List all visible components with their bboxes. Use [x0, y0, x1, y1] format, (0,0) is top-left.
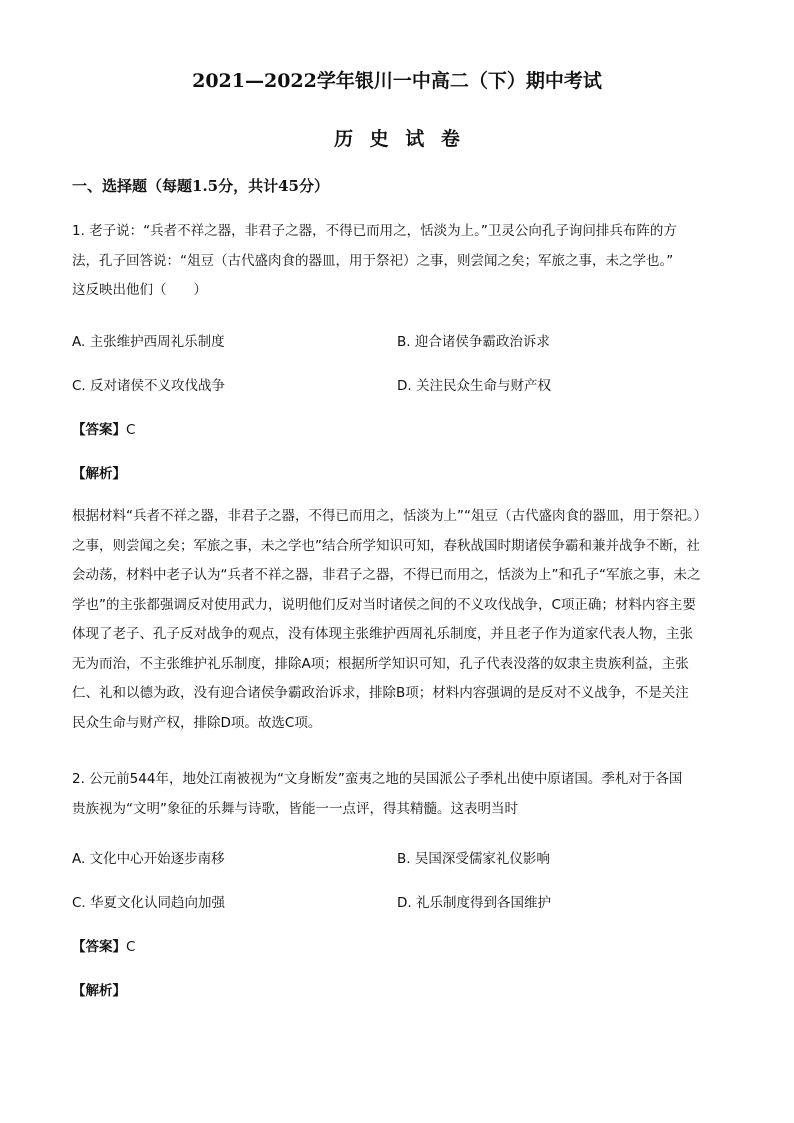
answer-value: C	[126, 422, 136, 438]
analysis-line: 仁、礼和以德为政，没有迎合诸侯争霸政治诉求，排除B项；材料内容强调的是反对不义战争，不是关注	[72, 685, 689, 701]
question-2-stem-line: 贵族视为“文明”象征的乐舞与诗歌，皆能一一点评，得其精髓。这表明当时	[72, 800, 518, 817]
analysis-line: 体现了老子、孔子反对战争的观点，没有体现主张维护西周礼乐制度，并且老子作为道家代表人物，主张	[72, 626, 693, 642]
question-2-stem-line: 2. 公元前544年，地处江南被视为“文身断发”蛮夷之地的吴国派公子季札出使中原诸国。季札对于各国	[72, 771, 683, 787]
question-2-option-d: D. 礼乐制度得到各国维护	[397, 895, 551, 911]
question-1-stem-line: 法，孔子回答说：“俎豆（古代盛肉食的器皿，用于祭祀）之事，则尝闻之矣；军旅之事，未之学也。”	[72, 252, 674, 269]
question-2-answer	[72, 935, 135, 955]
answer-label: 【答案】	[72, 422, 126, 438]
question-1-stem-line: 这反映出他们（ ）	[72, 282, 207, 298]
question-2-option-b: B. 吴国深受儒家礼仪影响	[397, 851, 550, 867]
question-1-option-a: A. 主张维护西周礼乐制度	[72, 334, 225, 350]
question-1-analysis-label: 【解析】	[72, 466, 126, 482]
question-1-analysis	[72, 502, 726, 738]
question-2-analysis-label: 【解析】	[72, 983, 126, 999]
question-2-option-c: C. 华夏文化认同趋向加强	[72, 895, 226, 911]
question-2-option-a: A. 文化中心开始逐步南移	[72, 851, 225, 867]
question-1-stem	[72, 217, 726, 306]
answer-label: 【答案】	[72, 939, 126, 955]
analysis-line: 学也”的主张都强调反对使用武力，说明他们反对当时诸侯之间的不义攻伐战争，C项正确；材料内容主要	[72, 596, 696, 613]
analysis-line: 根据材料“兵者不祥之器，非君子之器，不得已而用之，恬淡为上”“俎豆（古代盛肉食的器皿，用于祭祀。）	[72, 508, 708, 524]
question-1-stem-line: 1. 老子说：“兵者不祥之器，非君子之器，不得已而用之，恬淡为上。”卫灵公向孔子询问排兵布阵的方	[72, 223, 677, 239]
answer-value: C	[126, 939, 136, 955]
question-1-answer	[72, 418, 135, 438]
analysis-line: 民众生命与财产权，排除D项。故选C项。	[72, 714, 322, 731]
exam-title: 2021—2022学年银川一中高二（下）期中考试	[192, 70, 602, 92]
question-2-stem	[72, 765, 726, 824]
question-1-option-b: B. 迎合诸侯争霸政治诉求	[397, 334, 550, 350]
question-1-option-d: D. 关注民众生命与财产权	[397, 378, 551, 394]
analysis-line: 无为而治，不主张维护礼乐制度，排除A项；根据所学知识可知，孔子代表没落的奴隶主贵族利益，主张	[72, 655, 689, 672]
analysis-line: 之事，则尝闻之矣；军旅之事，未之学也”结合所学知识可知，春秋战国时期诸侯争霸和兼并战争不断，社	[72, 537, 700, 554]
section-heading: 一、选择题（每题1.5分，共计45分）	[72, 177, 329, 195]
question-1-option-c: C. 反对诸侯不义攻伐战争	[72, 378, 226, 394]
analysis-line: 会动荡，材料中老子认为“兵者不祥之器，非君子之器，不得已而用之，恬淡为上”和孔子“军旅之事，未之	[72, 567, 701, 583]
exam-subtitle: 历 史 试 卷	[334, 128, 460, 150]
